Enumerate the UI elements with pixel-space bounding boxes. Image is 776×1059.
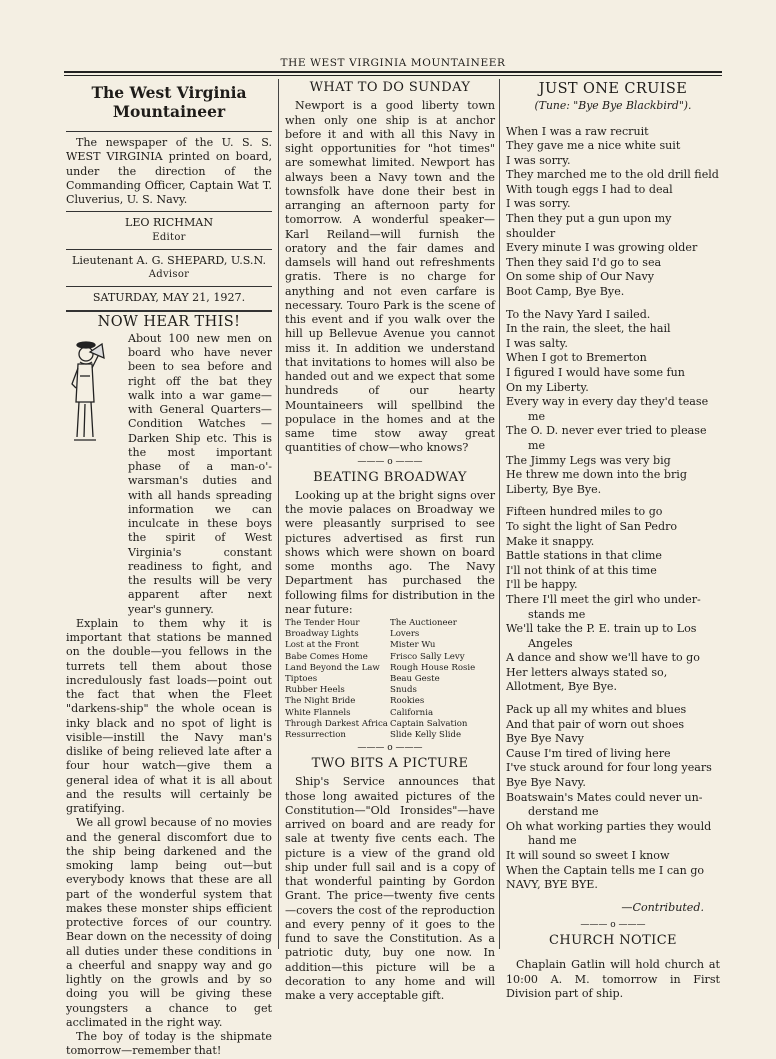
song-line: Bye Bye Navy.	[506, 776, 586, 790]
film-title: Beau Geste	[390, 674, 440, 685]
issue-date: SATURDAY, MAY 21, 1927.	[92, 291, 246, 305]
film-title: Ressurrection	[285, 730, 346, 741]
song-line: To sight the light of San Pedro	[506, 519, 678, 533]
film-title: The Auctioneer	[390, 618, 457, 628]
song-line: To the Navy Yard I sailed.	[506, 307, 651, 321]
song-line: Then they put a gun upon my shoulder	[506, 212, 672, 240]
song-line: me	[528, 438, 546, 452]
separator: ——— o ———	[357, 743, 423, 754]
film-title: Tiptoes	[285, 674, 318, 685]
song-line: hand me	[528, 834, 577, 848]
church-notice-body: Chaplain Gatlin will hold church at 10:00 A. M. tomorrow in First Division part of ship.	[506, 958, 720, 1000]
editor-name: LEO RICHMAN	[124, 216, 214, 230]
song-line: A dance and show we'll have to go	[506, 651, 700, 665]
advisor-name: Lieutenant A. G. SHEPARD, U.S.N.	[72, 253, 266, 267]
now-hear-this-para-4: The boy of today is the shipmate tomorrow—remember that!	[66, 1030, 272, 1058]
column-1	[66, 79, 272, 1059]
song-line: Every way in every day they'd tease	[506, 395, 709, 409]
divider	[66, 249, 272, 250]
song-line: Allotment, Bye Bye.	[506, 680, 618, 694]
what-to-do-heading: WHAT TO DO SUNDAY	[309, 80, 471, 95]
film-list	[285, 618, 495, 741]
song-line: Angeles	[528, 636, 573, 650]
song-line: Pack up all my whites and blues	[506, 703, 687, 717]
song-line: When I got to Bremerton	[506, 351, 647, 365]
church-notice-heading: CHURCH NOTICE	[549, 933, 677, 949]
now-hear-this-heading: NOW HEAR THIS!	[97, 313, 241, 330]
film-list-left	[285, 618, 390, 741]
now-hear-this-para-2: Explain to them why it is important that stations be manned on the double—you fellows in the turrets tell them about those incredulously fast loads—point out the fact that when the Fleet "darkens-ship" the whole ocean is inky black and no spot of light is visible—instill the Navy man's dislike of being relieved late after a four hour watch—give them a general idea of what it is all about and the results will certainly be gratifying.	[66, 616, 272, 815]
film-title: Lost at the Front	[285, 640, 359, 651]
song-tune: (Tune: "Bye Bye Blackbird").	[534, 99, 692, 113]
song-line: They gave me a nice white suit	[506, 139, 681, 153]
divider	[66, 310, 272, 312]
column-divider	[499, 79, 500, 949]
song-verse	[506, 308, 720, 498]
song-line: Fifteen hundred miles to go	[506, 505, 663, 519]
song-line: We'll take the P. E. train up to Los	[506, 622, 697, 636]
divider	[66, 211, 272, 212]
column-3	[506, 79, 720, 1001]
sailor-megaphone-icon	[66, 332, 124, 472]
what-to-do-body: Newport is a good liberty town when only one ship is at anchor before it and with all this Navy in sight opportunities for "hot times" are somewhat limited. Newport has always been a Navy town and the townsfolk have done their best in arranging an afternoon party for tomorrow. A wonderful speaker—Karl Reiland—will furnish the oratory and the fair dames and damsels will hand out refreshments gratis. There is no charge for anything and not even carfare is necessary. Touro Park is the scene of this event and if you walk over the hill up Bellevue Avenue you cannot miss it. In addition we understand that invitations to homes will also be handed out and we expect that some hundreds of our hearty Mountaineers will spellbind the populace in the homes and at the same time stow away great quantities of chow—who knows?	[285, 99, 495, 455]
film-title: Land Beyond the Law	[285, 662, 380, 673]
song-line: They marched me to the old drill field	[506, 168, 719, 182]
song-line: I'll not think of at this time	[506, 563, 657, 577]
song-line: Boatswain's Mates could never un-	[506, 790, 703, 804]
film-title: Broadway Lights	[285, 629, 359, 640]
editor-role: Editor	[152, 231, 186, 243]
song-verse	[506, 125, 720, 300]
nameplate-title: The West Virginia Mountaineer	[91, 83, 247, 121]
song-line: I'll be happy.	[506, 578, 578, 592]
film-title: White Flannels	[285, 707, 351, 718]
song-line: With tough eggs I had to deal	[506, 182, 673, 196]
song-line: Make it snappy.	[506, 534, 595, 548]
film-list-right	[390, 618, 495, 741]
song-line: On my Liberty.	[506, 380, 589, 394]
song-line: Cause I'm tired of living here	[506, 746, 671, 760]
film-title: Rubber Heels	[285, 685, 345, 696]
song-line: I was sorry.	[506, 197, 571, 211]
song-line: Liberty, Bye Bye.	[506, 482, 602, 496]
beating-broadway-body: Looking up at the bright signs over the movie palaces on Broadway we were pleasantly surprised to see pictures advertised as first run shows which were shown on board some months ago. The Navy Department has purchased the following films for distribution in the near future:	[285, 488, 495, 616]
song-line: NAVY, BYE BYE.	[506, 878, 598, 892]
song-line: derstand me	[528, 805, 599, 819]
song-line: I've stuck around for four long years	[506, 761, 712, 775]
film-title: Rough House Rosie	[390, 662, 476, 673]
column-divider	[278, 79, 279, 949]
song-line: stands me	[528, 607, 586, 621]
column-2	[285, 79, 495, 1003]
song-line: Then they said I'd go to sea	[506, 255, 662, 269]
film-title: Lovers	[390, 629, 420, 640]
film-title: Frisco Sally Levy	[390, 651, 465, 662]
just-one-cruise-heading: JUST ONE CRUISE	[538, 81, 688, 97]
two-bits-body: Ship's Service announces that those long awaited pictures of the Constitution—"Old Ironsides"—have arrived on board and are ready for sale at twenty five cents each. The picture is a view of the grand old ship under full sail and is a copy of that wonderful painting by Gordon Grant. The price—twenty five cents—covers the cost of the reproduction and every penny of it goes to the fund to save the Constitution. As a patriotic duty, buy one now. In addition—this picture will be a decoration to any home and will make a very acceptable gift.	[285, 775, 495, 1003]
song-line: And that pair of worn out shoes	[506, 717, 685, 731]
song-line: I was sorry.	[506, 153, 571, 167]
film-title: Babe Comes Home	[285, 651, 368, 662]
song-line: There I'll meet the girl who under-	[506, 592, 701, 606]
film-title: California	[390, 707, 434, 718]
film-title: Slide Kelly Slide	[390, 730, 462, 741]
song-line: On some ship of Our Navy	[506, 270, 654, 284]
song-line: Every minute I was growing older	[506, 241, 698, 255]
beating-broadway-heading: BEATING BROADWAY	[313, 469, 467, 485]
separator: ——— o ———	[580, 920, 646, 931]
song-line: When I was a raw recruit	[506, 124, 649, 138]
song-line: Battle stations in that clime	[506, 549, 662, 563]
contributed-credit: —Contributed.	[621, 900, 704, 914]
divider	[66, 286, 272, 287]
song-line: me	[528, 409, 546, 423]
song-line: Her letters always stated so,	[506, 665, 668, 679]
masthead-rule-thin	[64, 75, 722, 76]
song-line: Bye Bye Navy	[506, 732, 584, 746]
song-line: The O. D. never ever tried to please	[506, 424, 707, 438]
now-hear-this-para-3: We all growl because of no movies and the general discomfort due to the ship being darkened and the smoking lamp being out—but everybody knows that these are all part of the wonderful system that makes these monster ships efficient protective forces of our country. Bear down on the necessity of doing all duties under these conditions in a cheerful and snappy way and go lightly on the growls and by so doing you will be giving these youngsters a chance to get acclimated in the right way.	[66, 816, 272, 1029]
nameplate-description: The newspaper of the U. S. S. WEST VIRGINIA printed on board, under the direction of the Commanding Officer, Captain Wat T. Cluverius, U. S. Navy.	[66, 136, 272, 206]
film-title: Rookies	[390, 696, 425, 707]
song-verse	[506, 703, 720, 893]
now-hear-this-para-1: About 100 new men on board who have never been to sea before and right off the bat they walk into a war game—with General Quarters—Condition Watches — Darken Ship etc. This is the most important phase of a man-o'-warsman's duties and with all hands spreading information we can inculcate in these boys the spirit of West Virginia's constant readiness to fight, and the results will be very apparent after next year's gunnery.	[128, 331, 272, 616]
masthead-rule	[64, 71, 722, 73]
film-title: The Tender Hour	[285, 618, 360, 628]
song-line: The Jimmy Legs was very big	[506, 453, 671, 467]
divider	[66, 131, 272, 132]
film-title: Captain Salvation	[390, 718, 468, 729]
film-title: The Night Bride	[285, 696, 356, 707]
separator: ——— o ———	[357, 456, 423, 467]
film-title: Mister Wu	[390, 640, 436, 651]
song-line: It will sound so sweet I know	[506, 849, 670, 862]
song-line: In the rain, the sleet, the hail	[506, 322, 671, 336]
film-title: Through Darkest Africa	[285, 718, 388, 729]
masthead: THE WEST VIRGINIA MOUNTAINEER	[280, 57, 506, 69]
song-line: I figured I would have some fun	[506, 366, 685, 379]
two-bits-heading: TWO BITS A PICTURE	[311, 756, 469, 772]
song-verse	[506, 505, 720, 695]
song-line: I was salty.	[506, 336, 568, 350]
song-line: Oh what working parties they would	[506, 819, 712, 833]
song-line: Boot Camp, Bye Bye.	[506, 285, 625, 299]
advisor-role: Advisor	[148, 269, 190, 280]
film-title: Snuds	[390, 685, 417, 696]
song-verses	[506, 125, 720, 893]
song-line: When the Captain tells me I can go	[506, 863, 705, 877]
song-line: He threw me down into the brig	[506, 468, 687, 482]
